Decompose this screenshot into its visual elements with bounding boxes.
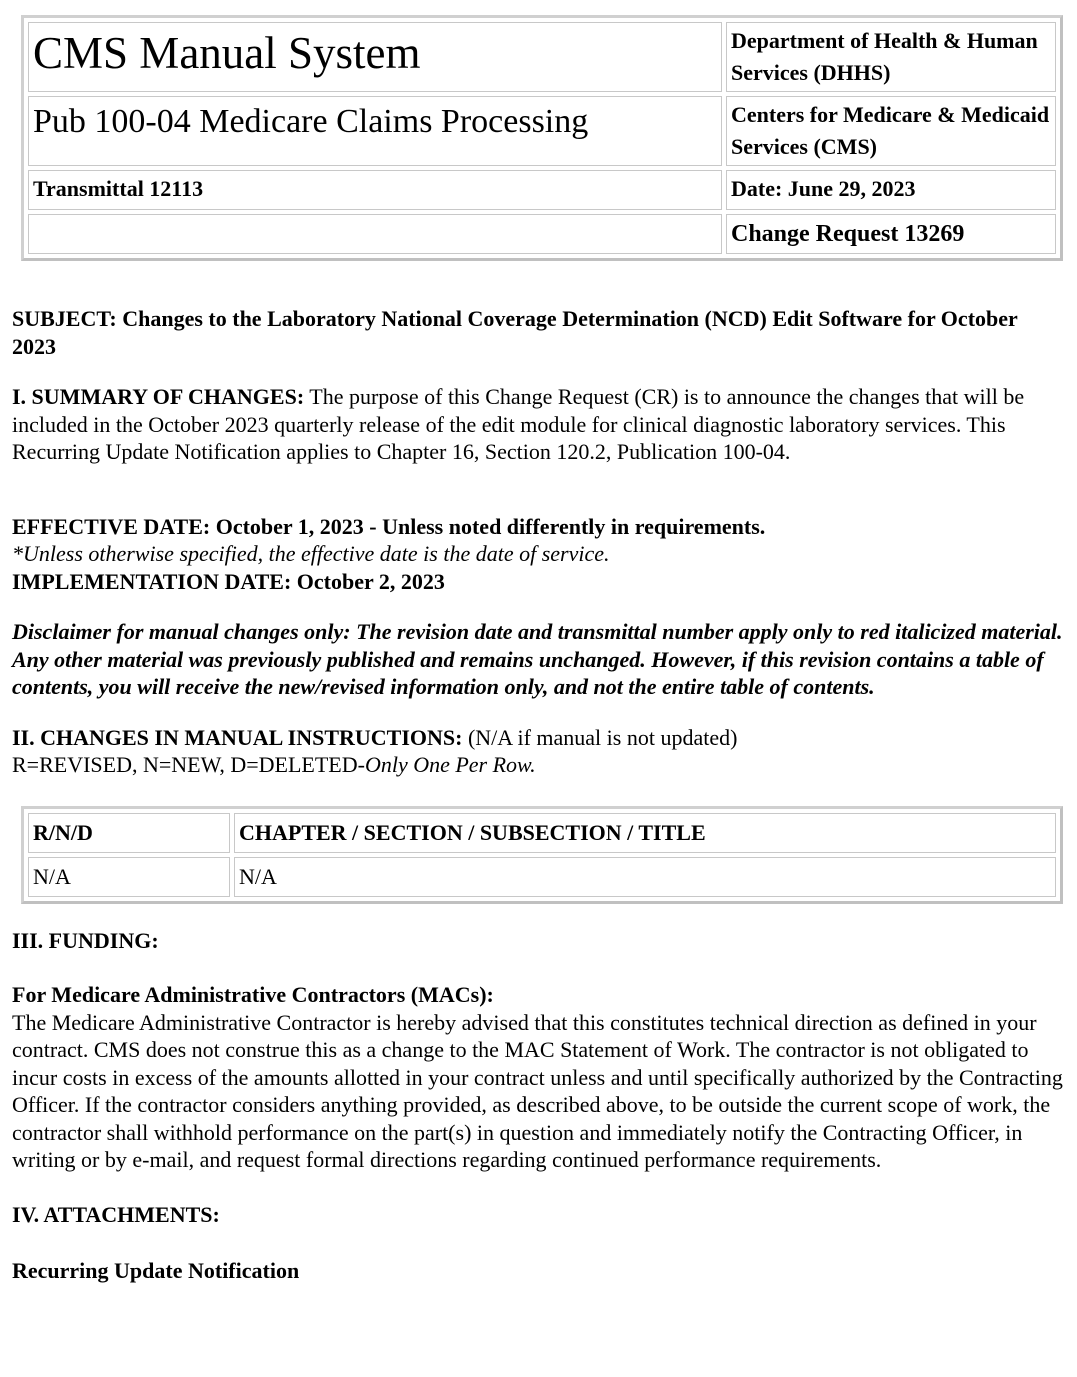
changes-table — [21, 806, 1063, 904]
department-name: Department of Health & Human Services (DHHS) — [726, 22, 1056, 92]
implementation-date: IMPLEMENTATION DATE: October 2, 2023 — [12, 568, 445, 594]
manual-instructions-note: (N/A if manual is not updated) — [467, 724, 738, 750]
manual-instructions-heading — [12, 724, 1064, 752]
column-header-chapter: CHAPTER / SECTION / SUBSECTION / TITLE — [234, 813, 1056, 853]
summary-text: The purpose of this Change Request (CR) is to announce the changes that will be included in the October 2023 quarterly release of the edit module for clinical diagnostic laboratory services. This Recurring Update Notification applies to Chapter 16, Section 120.2, Publication 100-04. — [12, 384, 1025, 464]
transmittal-number: Transmittal 12113 — [28, 170, 722, 210]
disclaimer-paragraph: Disclaimer for manual changes only: The revision date and transmittal number apply only to red italicized material. Any other material was previously published and remains unchanged. However, if this revision contains a table of contents, you will receive the new/revised information only, and not the entire table of contents. — [12, 619, 1063, 699]
transmittal-date: Date: June 29, 2023 — [726, 170, 1056, 210]
table-row — [28, 857, 1056, 897]
table-cell-rnd: N/A — [28, 857, 230, 897]
table-cell-chapter: N/A — [234, 857, 1056, 897]
legend-text: R=REVISED, N=NEW, D=DELETED- — [12, 752, 365, 777]
document-page — [12, 15, 1064, 1285]
mac-heading: For Medicare Administrative Contractors (MACs): — [12, 982, 494, 1007]
attachment-item: Recurring Update Notification — [12, 1258, 300, 1283]
subject-text: Changes to the Laboratory National Coverage Determination (NCD) Edit Software for October 2023 — [12, 306, 1018, 359]
publication-title: Pub 100-04 Medicare Claims Processing — [28, 96, 722, 166]
change-request-number: Change Request 13269 — [726, 214, 1056, 254]
changes-table-header-row — [28, 813, 1056, 853]
empty-cell — [28, 214, 722, 254]
subject-paragraph — [12, 305, 1064, 360]
effective-date-note: *Unless otherwise specified, the effective date is the date of service. — [12, 541, 610, 566]
summary-paragraph — [12, 383, 1064, 466]
header-row-1 — [28, 22, 1056, 92]
header-table — [21, 15, 1063, 261]
subject-label: SUBJECT: — [12, 306, 117, 331]
legend-italic: Only One Per Row. — [364, 752, 536, 777]
header-row-4 — [28, 214, 1056, 254]
mac-paragraph: The Medicare Administrative Contractor is hereby advised that this constitutes technical direction as defined in your contract. CMS does not construe this as a change to the MAC Statement of Work. The contractor is not obligated to incur costs in excess of the amounts allotted in your contract unless and until specifically authorized by the Contracting Officer. If the contractor considers anything provided, as described above, to be outside the current scope of work, the contractor shall withhold performance on the part(s) in question and immediately notify the Contracting Officer, in writing or by e-mail, and request formal directions regarding continued performance requirements. — [12, 1009, 1063, 1172]
manual-instructions-label: II. CHANGES IN MANUAL INSTRUCTIONS: — [12, 724, 463, 750]
summary-label: I. SUMMARY OF CHANGES: — [12, 384, 305, 409]
attachments-heading: IV. ATTACHMENTS: — [12, 1201, 220, 1227]
manual-system-title: CMS Manual System — [28, 22, 722, 92]
header-row-2 — [28, 96, 1056, 166]
column-header-rnd: R/N/D — [28, 813, 230, 853]
centers-name: Centers for Medicare & Medicaid Services (CMS) — [726, 96, 1056, 166]
manual-instructions-legend — [12, 751, 1064, 779]
header-row-3 — [28, 170, 1056, 210]
effective-date: EFFECTIVE DATE: October 1, 2023 - Unless noted differently in requirements. — [12, 513, 766, 539]
funding-heading: III. FUNDING: — [12, 927, 159, 953]
